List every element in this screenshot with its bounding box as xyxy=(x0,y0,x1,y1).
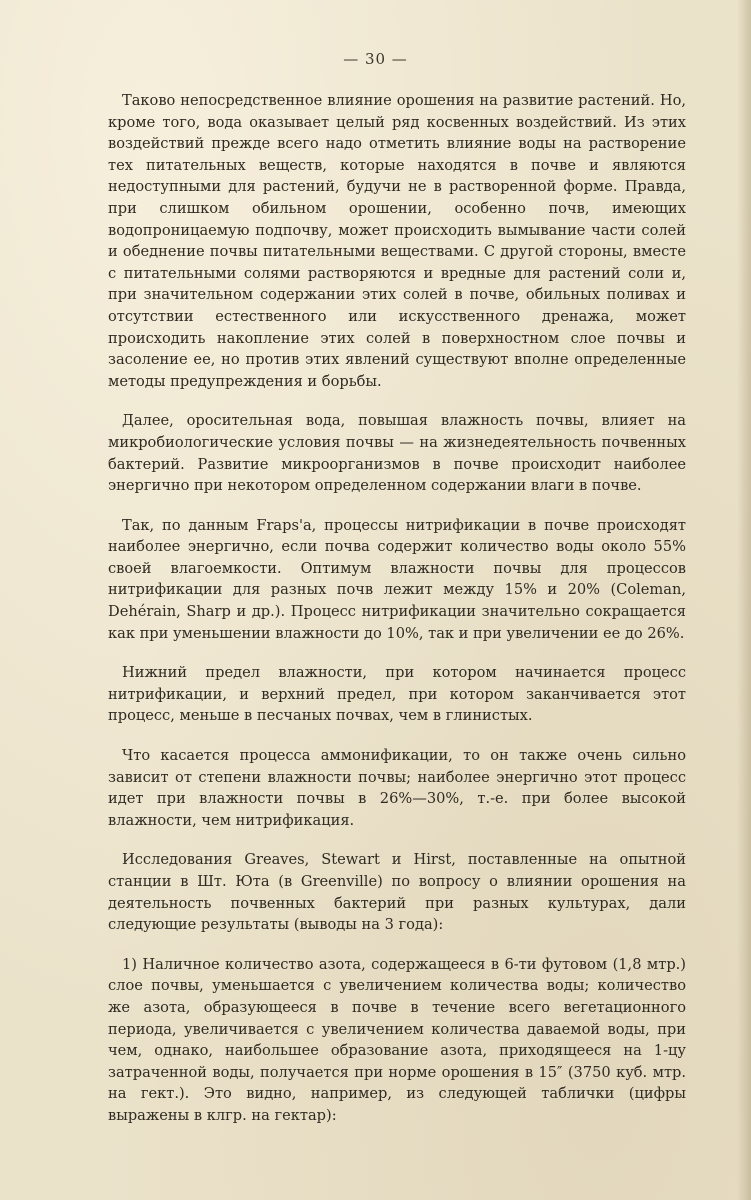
paragraph: 1) Наличное количество азота, содержащееся в 6-ти футовом (1,8 мтр.) слое почвы, уменьшается с увеличением количества воды; количество же азота, образующееся в почве в течение всего вегетационного периода, увеличивается с увеличением количества даваемой воды, при чем, однако, наибольшее образование азота, приходящееся на 1-цу затраченной воды, получается при норме орошения в 15″ (3750 куб. мтр. на гект.). Это видно, например, из следующей таблички (цифры выражены в клгр. на гектар): xyxy=(108,955,686,1124)
paragraph: Исследования Greaves, Stewart и Hirst, поставленные на опытной станции в Шт. Юта (в Greenville) по вопросу о влиянии орошения на деятельность почвенных бактерий при разных культурах, дали следующие результаты (выводы на 3 года): xyxy=(108,851,686,934)
page-number: — 30 — xyxy=(343,50,408,68)
page-edge-shadow xyxy=(737,0,751,1200)
paragraph: Что касается процесса аммонификации, то он также очень сильно зависит от степени влажности почвы; наиболее энергично этот процесс идет при влажности почвы в 26%—30%, т.-е. при более высокой влажности, чем нитрификация. xyxy=(108,747,686,829)
paragraph: Нижний предел влажности, при котором начинается процесс нитрификации, и верхний предел, при котором заканчивается этот процесс, меньше в песчаных почвах, чем в глинистых. xyxy=(108,664,686,725)
body-text xyxy=(108,90,686,1127)
paragraph: Так, по данным Fraps'а, процессы нитрификации в почве происходят наиболее энергично, если почва содержит количество воды около 55% своей влагоемкости. Оптимум влажности почвы для процессов нитрификации для разных почв лежит между 15% и 20% (Coleman, Dehérain, Sharp и др.). Процесс нитрификации значительно сокращается как при уменьшении влажности до 10%, так и при увеличении ее до 26%. xyxy=(108,516,686,642)
paragraph: Таково непосредственное влияние орошения на развитие растений. Но, кроме того, вода оказывает целый ряд косвенных воздействий. Из этих воздействий прежде всего надо отметить влияние воды на растворение тех питательных веществ, которые находятся в почве и являются недоступными для растений, будучи не в растворенной форме. Правда, при слишком обильном орошении, особенно почв, имеющих водопроницаемую подпочву, может происходить вымывание части солей и обеднение почвы питательными веществами. С другой стороны, вместе с питательными солями растворяются и вредные для растений соли и, при значительном содержании этих солей в почве, обильных поливах и отсутствии естественного или искусственного дренажа, может происходить накопление этих солей в поверхностном слое почвы и засоление ее, но против этих явлений существуют вполне определенные методы предупреждения и борьбы. xyxy=(108,92,686,390)
paragraph: Далее, оросительная вода, повышая влажность почвы, влияет на микробиологические условия почвы — на жизнедеятельность почвенных бактерий. Развитие микроорганизмов в почве происходит наиболее энергично при некотором определенном содержании влаги в почве. xyxy=(108,412,686,495)
